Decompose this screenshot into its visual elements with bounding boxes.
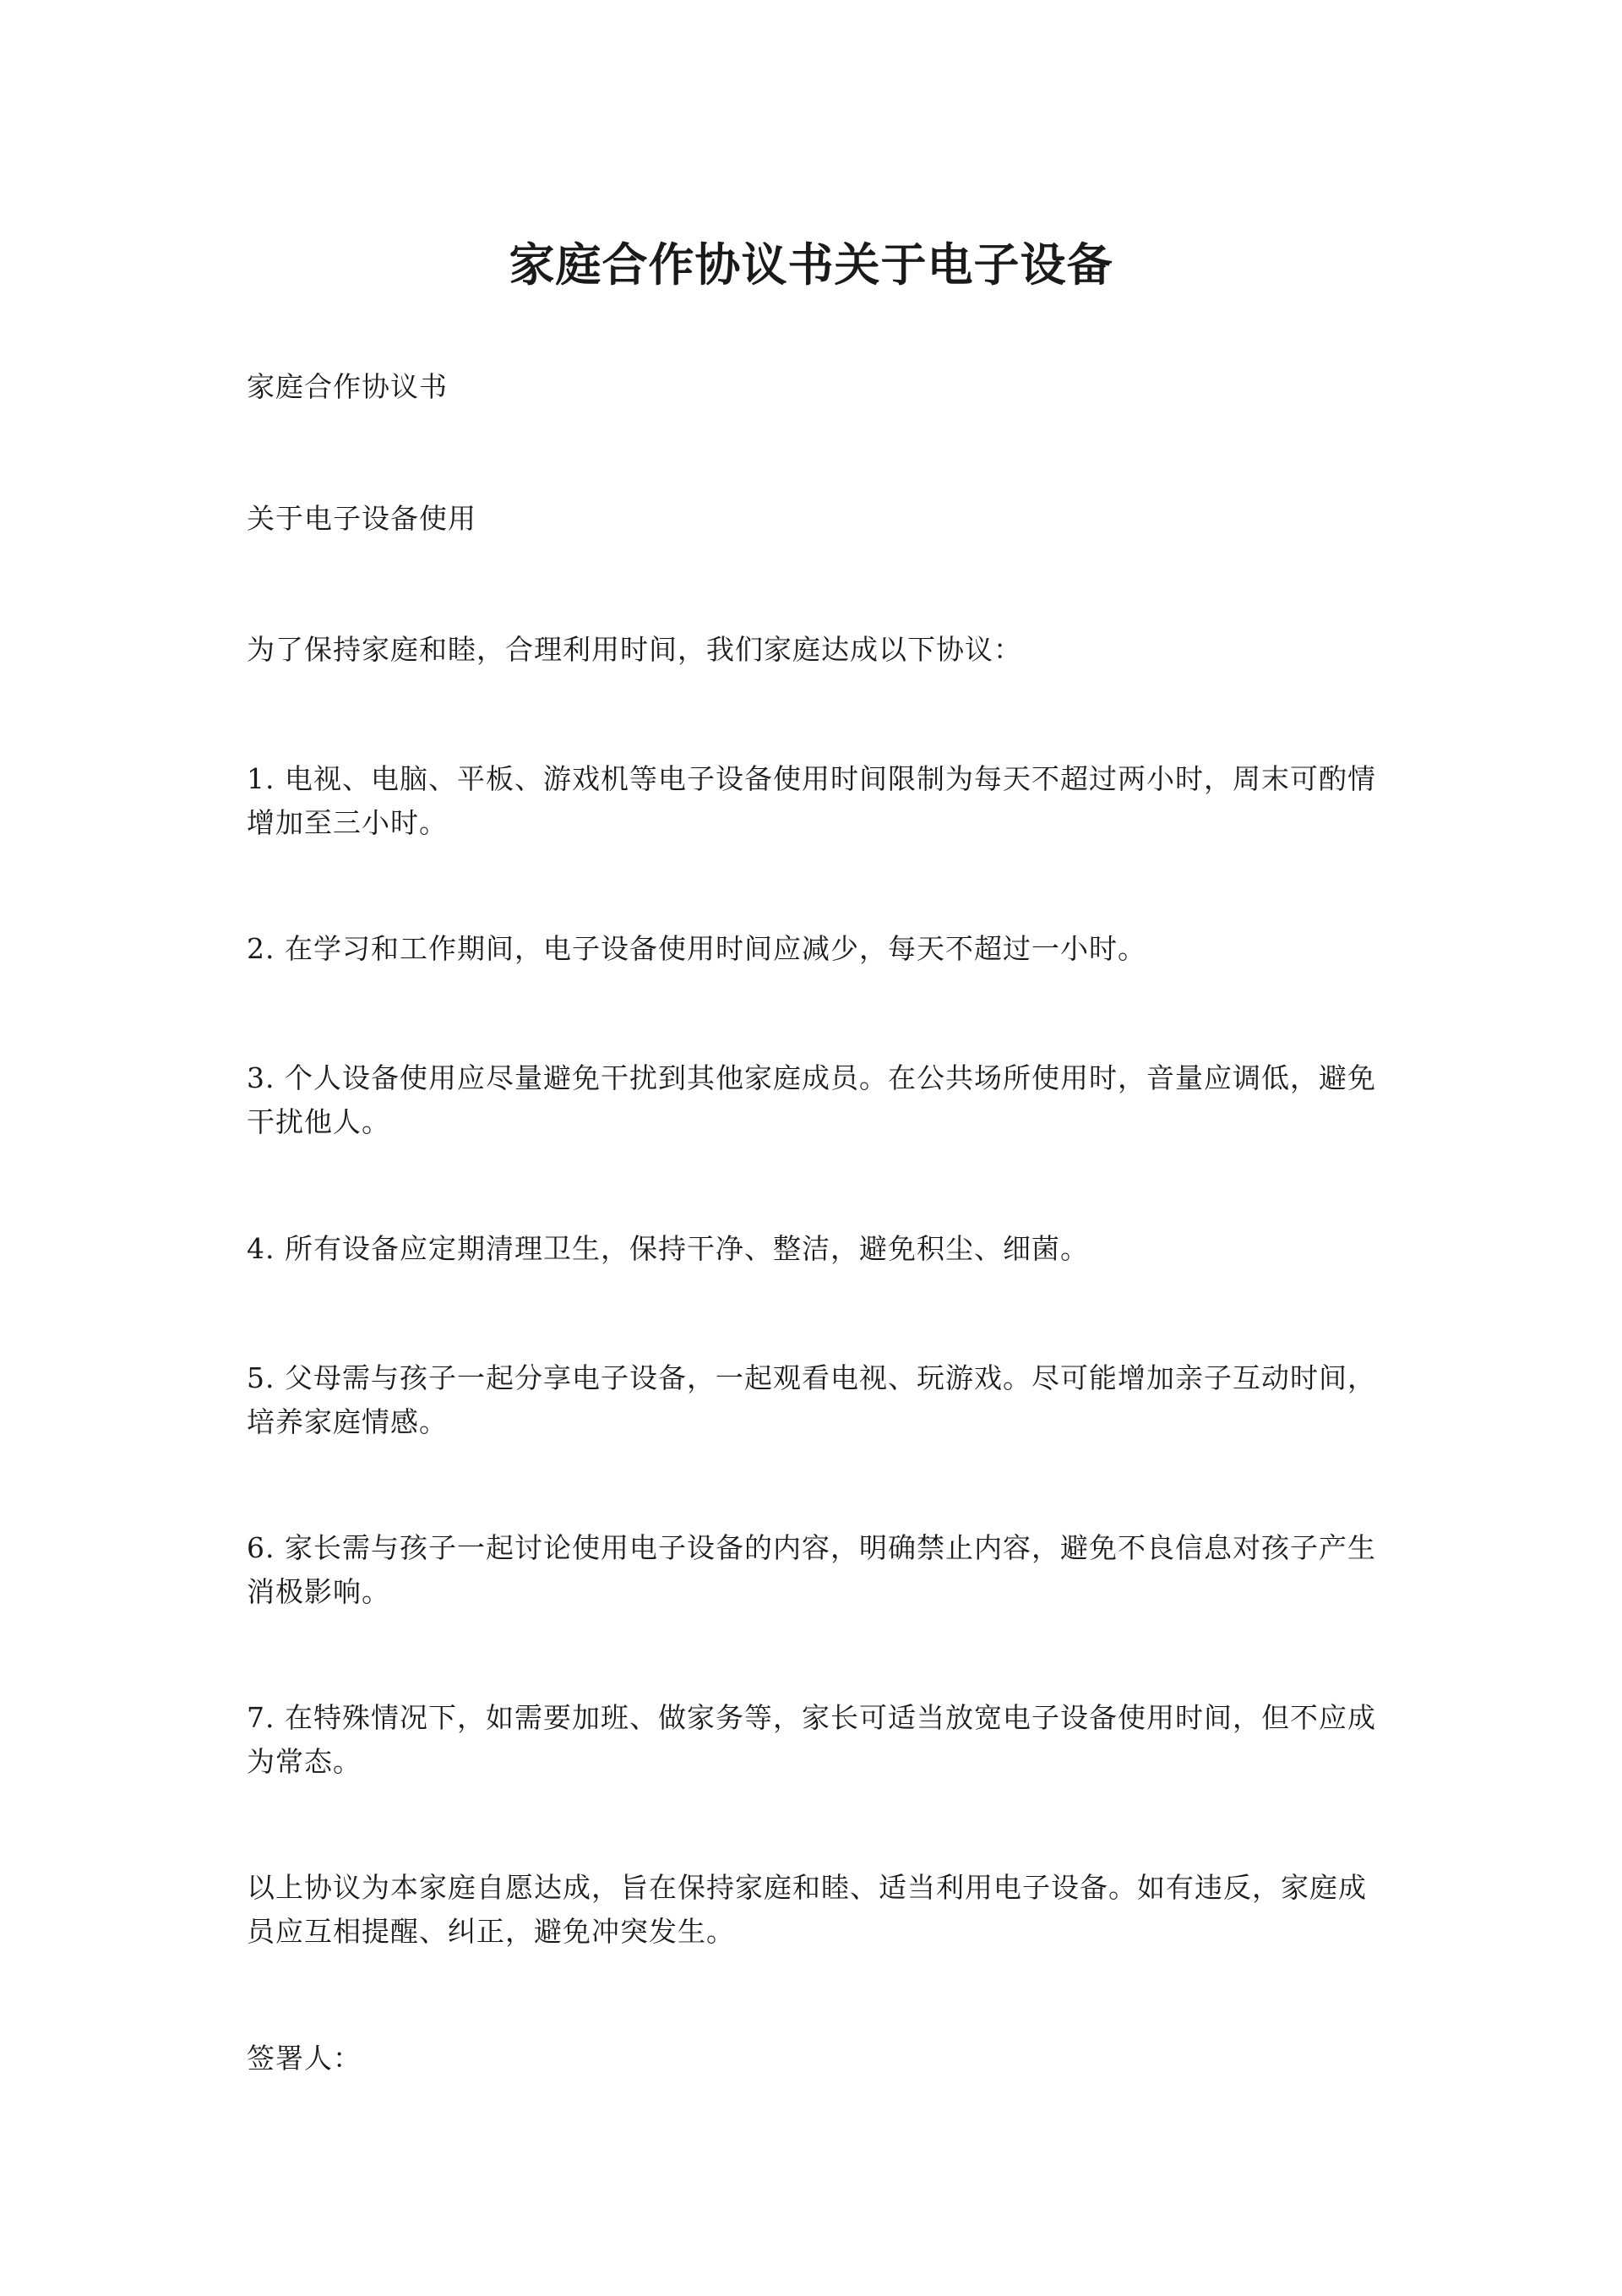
agreement-item-2: 2. 在学习和工作期间，电子设备使用时间应减少，每天不超过一小时。 [247,932,1146,965]
intro-paragraph: 为了保持家庭和睦，合理利用时间，我们家庭达成以下协议： [247,633,1022,666]
agreement-item-6: 6. 家长需与孩子一起讨论使用电子设备的内容，明确禁止内容，避免不良信息对孩子产生消极影响。 [247,1531,1376,1608]
agreement-item-5: 5. 父母需与孩子一起分享电子设备，一起观看电视、玩游戏。尽可能增加亲子互动时间，培养家庭情感。 [247,1361,1376,1438]
document-title: 家庭合作协议书关于电子设备 [509,237,1113,292]
signature-label: 签署人： [247,2042,362,2075]
closing-paragraph: 以上协议为本家庭自愿达成，旨在保持家庭和睦、适当利用电子设备。如有违反，家庭成员应互相提醒、纠正，避免冲突发生。 [247,1871,1367,1948]
agreement-item-1: 1. 电视、电脑、平板、游戏机等电子设备使用时间限制为每天不超过两小时，周末可酌情增加至三小时。 [247,762,1376,839]
agreement-item-3: 3. 个人设备使用应尽量避免干扰到其他家庭成员。在公共场所使用时，音量应调低，避免干扰他人。 [247,1061,1376,1138]
heading-subject: 关于电子设备使用 [247,502,476,535]
agreement-item-7: 7. 在特殊情况下，如需要加班、做家务等，家长可适当放宽电子设备使用时间，但不应成为常态。 [247,1701,1376,1778]
heading-agreement: 家庭合作协议书 [247,370,448,403]
agreement-item-4: 4. 所有设备应定期清理卫生，保持干净、整洁，避免积尘、细菌。 [247,1232,1089,1265]
